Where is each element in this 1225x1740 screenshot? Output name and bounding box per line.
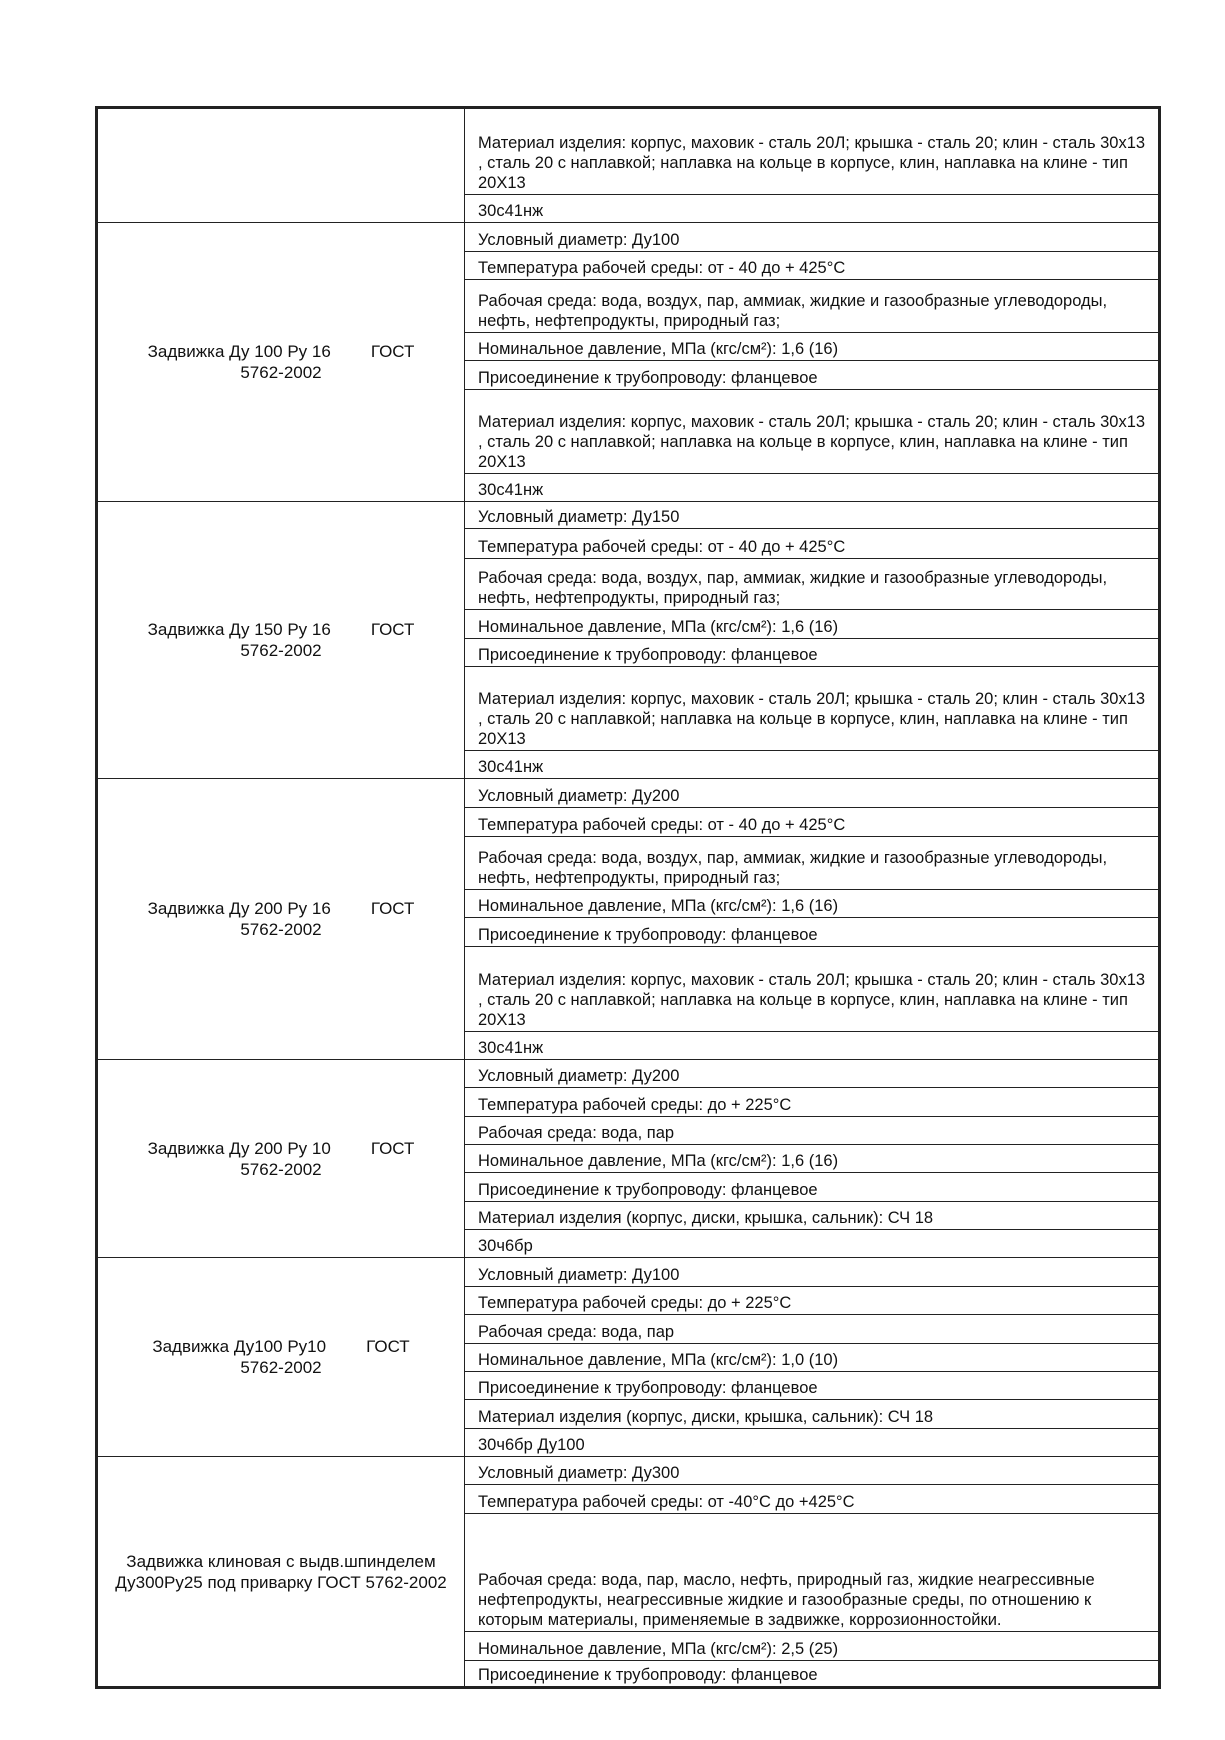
gost-standard-number: 5762-2002	[240, 363, 322, 383]
spec-cell: Рабочая среда: вода, воздух, пар, аммиак, жидкие и газообразные углеводороды, нефть, нефтепродукты, природный газ;	[465, 280, 1159, 333]
spec-cell: Номинальное давление, МПа (кгс/см²): 1,6 (16)	[465, 1145, 1159, 1173]
spec-cell: Материал изделия (корпус, диски, крышка, сальник): СЧ 18	[465, 1201, 1159, 1229]
gost-standard-number: 5762-2002	[240, 1159, 322, 1179]
product-name: Задвижка Ду 200 Ру 10	[147, 1138, 331, 1158]
product-name-cell	[98, 501, 465, 778]
product-name-line	[108, 1138, 454, 1159]
spec-sheet	[95, 106, 1161, 1689]
spec-cell: Рабочая среда: вода, пар, масло, нефть, природный газ, жидкие неагрессивные нефтепродукты, неагрессивные жидкие и газообразные среды, по отношению к которым материалы, применяемые в задвижке, коррозионностойки.	[465, 1513, 1159, 1632]
spec-cell: Номинальное давление, МПа (кгс/см²): 1,0 (10)	[465, 1343, 1159, 1371]
spec-cell: Присоединение к трубопроводу: фланцевое	[465, 1371, 1159, 1399]
product-name-cell	[98, 109, 465, 223]
spec-cell: Номинальное давление, МПа (кгс/см²): 2,5 (25)	[465, 1632, 1159, 1660]
table-row	[98, 1059, 1159, 1087]
spec-cell: Условный диаметр: Ду100	[465, 1258, 1159, 1286]
spec-cell: Условный диаметр: Ду200	[465, 779, 1159, 807]
product-name-cell	[98, 223, 465, 502]
spec-cell: Номинальное давление, МПа (кгс/см²): 1,6 (16)	[465, 610, 1159, 638]
gost-label: ГОСТ	[366, 1337, 410, 1357]
spec-cell: Температура рабочей среды: от - 40 до + 425°С	[465, 251, 1159, 279]
spec-cell: Присоединение к трубопроводу: фланцевое	[465, 1660, 1159, 1686]
table-body	[98, 109, 1159, 1687]
spec-cell: Рабочая среда: вода, пар	[465, 1116, 1159, 1144]
product-name-cell	[98, 1059, 465, 1258]
gost-standard-number: 5762-2002	[240, 641, 322, 661]
spec-cell: 30с41нж	[465, 195, 1159, 223]
table-row	[98, 109, 1159, 195]
gost-standard-number: 5762-2002	[240, 920, 322, 940]
spec-cell: Температура рабочей среды: от - 40 до + 425°С	[465, 807, 1159, 836]
product-name: Задвижка Ду 150 Ру 16	[147, 620, 331, 640]
product-name: Задвижка Ду100 Ру10	[152, 1337, 327, 1357]
valve-spec-table	[97, 108, 1159, 1687]
spec-cell: 30ч6бр	[465, 1230, 1159, 1258]
table-row	[98, 223, 1159, 251]
spec-cell: Рабочая среда: вода, воздух, пар, аммиак, жидкие и газообразные углеводороды, нефть, нефтепродукты, природный газ;	[465, 837, 1159, 890]
gost-standard-number: 5762-2002	[240, 1358, 322, 1378]
gost-label: ГОСТ	[370, 1138, 415, 1158]
product-name-line	[108, 341, 454, 362]
product-name-cell	[98, 1457, 465, 1687]
spec-cell: 30с41нж	[465, 1031, 1159, 1059]
spec-cell: Материал изделия: корпус, маховик - сталь 20Л; крышка - сталь 20; клин - сталь 30х13 , сталь 20 с наплавкой; наплавка на кольце в корпусе, клин, наплавка на клине - тип 20Х13	[465, 389, 1159, 473]
spec-cell: Температура рабочей среды: до + 225°С	[465, 1088, 1159, 1116]
spec-cell: Материал изделия (корпус, диски, крышка, сальник): СЧ 18	[465, 1400, 1159, 1428]
spec-cell: Условный диаметр: Ду150	[465, 501, 1159, 528]
table-row	[98, 779, 1159, 807]
gost-label: ГОСТ	[370, 620, 415, 640]
spec-cell: Температура рабочей среды: от -40°С до +425°С	[465, 1485, 1159, 1513]
spec-cell: Рабочая среда: вода, пар	[465, 1315, 1159, 1343]
spec-cell: Присоединение к трубопроводу: фланцевое	[465, 918, 1159, 946]
product-name-line	[108, 1336, 454, 1357]
table-row	[98, 1457, 1159, 1485]
spec-cell: Температура рабочей среды: от - 40 до + 425°С	[465, 529, 1159, 558]
spec-cell: Присоединение к трубопроводу: фланцевое	[465, 361, 1159, 389]
spec-cell: Номинальное давление, МПа (кгс/см²): 1,6 (16)	[465, 332, 1159, 360]
spec-cell: Условный диаметр: Ду300	[465, 1457, 1159, 1485]
spec-cell: Условный диаметр: Ду200	[465, 1059, 1159, 1087]
spec-cell: Присоединение к трубопроводу: фланцевое	[465, 638, 1159, 666]
spec-cell: Присоединение к трубопроводу: фланцевое	[465, 1173, 1159, 1201]
spec-cell: Температура рабочей среды: до + 225°С	[465, 1286, 1159, 1314]
spec-cell: Материал изделия: корпус, маховик - сталь 20Л; крышка - сталь 20; клин - сталь 30х13 , сталь 20 с наплавкой; наплавка на кольце в корпусе, клин, наплавка на клине - тип 20Х13	[465, 667, 1159, 751]
table-row	[98, 1258, 1159, 1286]
product-name: Задвижка Ду 200 Ру 16	[147, 899, 331, 919]
spec-cell: Условный диаметр: Ду100	[465, 223, 1159, 251]
gost-label: ГОСТ	[370, 899, 415, 919]
spec-cell: Материал изделия: корпус, маховик - сталь 20Л; крышка - сталь 20; клин - сталь 30х13 , сталь 20 с наплавкой; наплавка на кольце в корпусе, клин, наплавка на клине - тип 20Х13	[465, 109, 1159, 195]
spec-cell: Материал изделия: корпус, маховик - сталь 20Л; крышка - сталь 20; клин - сталь 30х13 , сталь 20 с наплавкой; наплавка на кольце в корпусе, клин, наплавка на клине - тип 20Х13	[465, 946, 1159, 1031]
product-name-line	[108, 619, 454, 640]
spec-cell: 30с41нж	[465, 473, 1159, 501]
spec-cell: Номинальное давление, МПа (кгс/см²): 1,6 (16)	[465, 889, 1159, 917]
spec-cell: 30с41нж	[465, 751, 1159, 779]
product-name-cell	[98, 779, 465, 1060]
product-name-line	[108, 898, 454, 919]
product-name-cell	[98, 1258, 465, 1457]
product-name: Задвижка Ду 100 Ру 16	[147, 342, 331, 362]
spec-cell: 30ч6бр Ду100	[465, 1428, 1159, 1456]
spec-cell: Рабочая среда: вода, воздух, пар, аммиак, жидкие и газообразные углеводороды, нефть, нефтепродукты, природный газ;	[465, 558, 1159, 610]
table-row	[98, 501, 1159, 528]
product-name: Задвижка клиновая с выдв.шпинделем Ду300Ру25 под приварку ГОСТ 5762-2002	[115, 1551, 447, 1592]
gost-label: ГОСТ	[370, 342, 415, 362]
